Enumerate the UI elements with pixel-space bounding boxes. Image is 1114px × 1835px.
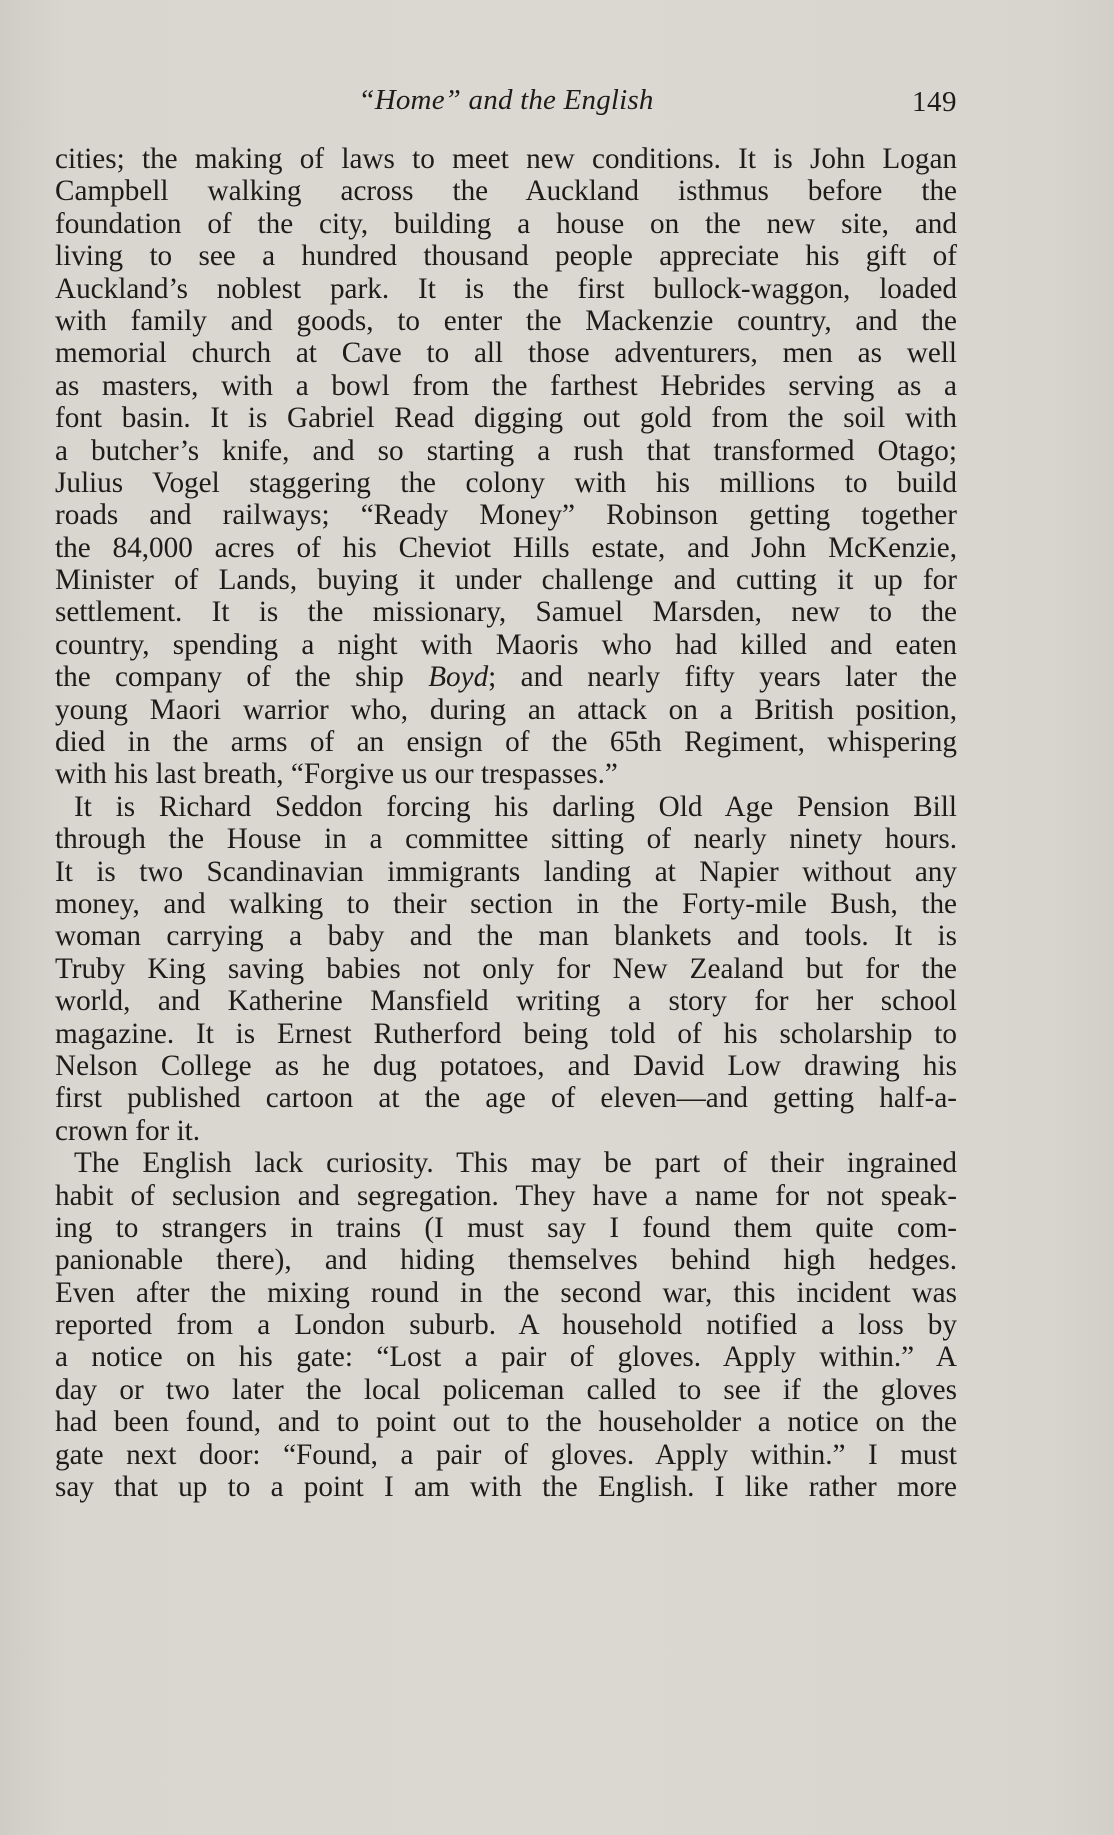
text-line: roads and railways; “Ready Money” Robinson getting together [55, 499, 957, 532]
text-line: through the House in a committee sitting of nearly ninety hours. [55, 823, 957, 856]
text-line: font basin. It is Gabriel Read digging out gold from the soil with [55, 402, 957, 435]
text-line: foundation of the city, building a house on the new site, and [55, 207, 957, 240]
running-header [55, 84, 957, 124]
paragraph-first-line: The English lack curiosity. This may be part of their ingrained [74, 1147, 957, 1180]
text-line: Truby King saving babies not only for New Zealand but for the [55, 952, 957, 985]
body-text [55, 143, 957, 1503]
text-line: Auckland’s noblest park. It is the first bullock-waggon, loaded [55, 272, 957, 305]
running-title: “Home” and the English [358, 84, 654, 116]
text-line: panionable there), and hiding themselves behind high hedges. [55, 1244, 957, 1277]
text-line [55, 661, 957, 693]
paragraph-first-line: It is Richard Seddon forcing his darling Old Age Pension Bill [74, 790, 957, 823]
text-line: Minister of Lands, buying it under challenge and cutting it up for [55, 564, 957, 597]
text-line: with his last breath, “Forgive us our trespasses.” [55, 758, 618, 791]
text-line: with family and goods, to enter the Mackenzie country, and the [55, 304, 957, 337]
page-number: 149 [912, 86, 957, 118]
text-line: settlement. It is the missionary, Samuel Marsden, new to the [55, 596, 957, 629]
text-segment: the company of the ship [55, 661, 429, 694]
text-line: Nelson College as he dug potatoes, and David Low drawing his [55, 1049, 957, 1082]
text-line: woman carrying a baby and the man blankets and tools. It is [55, 920, 957, 953]
text-line: a butcher’s knife, and so starting a rush that transformed Otago; [55, 434, 957, 467]
text-line: gate next door: “Found, a pair of gloves. Apply within.” I must [55, 1438, 957, 1471]
text-line: had been found, and to point out to the householder a notice on the [55, 1406, 957, 1439]
text-line: say that up to a point I am with the English. I like rather more [55, 1471, 957, 1504]
text-line: first published cartoon at the age of eleven—and getting half-a- [55, 1082, 957, 1115]
text-line: world, and Katherine Mansfield writing a story for her school [55, 985, 957, 1018]
text-line: crown for it. [55, 1114, 201, 1147]
text-line: country, spending a night with Maoris who had killed and eaten [55, 628, 957, 661]
text-line: Even after the mixing round in the second war, this incident was [55, 1276, 957, 1309]
text-line: a notice on his gate: “Lost a pair of gloves. Apply within.” A [55, 1341, 957, 1374]
text-line: reported from a London suburb. A household notified a loss by [55, 1309, 957, 1342]
text-line: died in the arms of an ensign of the 65th Regiment, whispering [55, 726, 957, 759]
text-line: living to see a hundred thousand people appreciate his gift of [55, 240, 957, 273]
text-line: habit of seclusion and segregation. They have a name for not speak- [55, 1179, 957, 1212]
text-segment: ; and nearly fifty years later the [488, 661, 957, 694]
text-line: young Maori warrior who, during an attack on a British position, [55, 693, 957, 726]
text-line: Julius Vogel staggering the colony with his millions to build [55, 466, 957, 499]
text-line: magazine. It is Ernest Rutherford being told of his scholarship to [55, 1017, 957, 1050]
text-line: cities; the making of laws to meet new conditions. It is John Logan [55, 143, 957, 175]
text-line: It is two Scandinavian immigrants landing at Napier without any [55, 855, 957, 888]
text-line: Campbell walking across the Auckland isthmus before the [55, 175, 957, 208]
text-line: ing to strangers in trains (I must say I found them quite com- [55, 1211, 957, 1244]
text-line: memorial church at Cave to all those adventurers, men as well [55, 337, 957, 370]
text-line: the 84,000 acres of his Cheviot Hills estate, and John McKenzie, [55, 531, 957, 564]
ship-name-italic: Boyd [428, 661, 489, 694]
text-line: money, and walking to their section in the Forty-mile Bush, the [55, 887, 957, 920]
text-line: day or two later the local policeman called to see if the gloves [55, 1373, 957, 1406]
text-line: as masters, with a bowl from the farthest Hebrides serving as a [55, 369, 957, 402]
